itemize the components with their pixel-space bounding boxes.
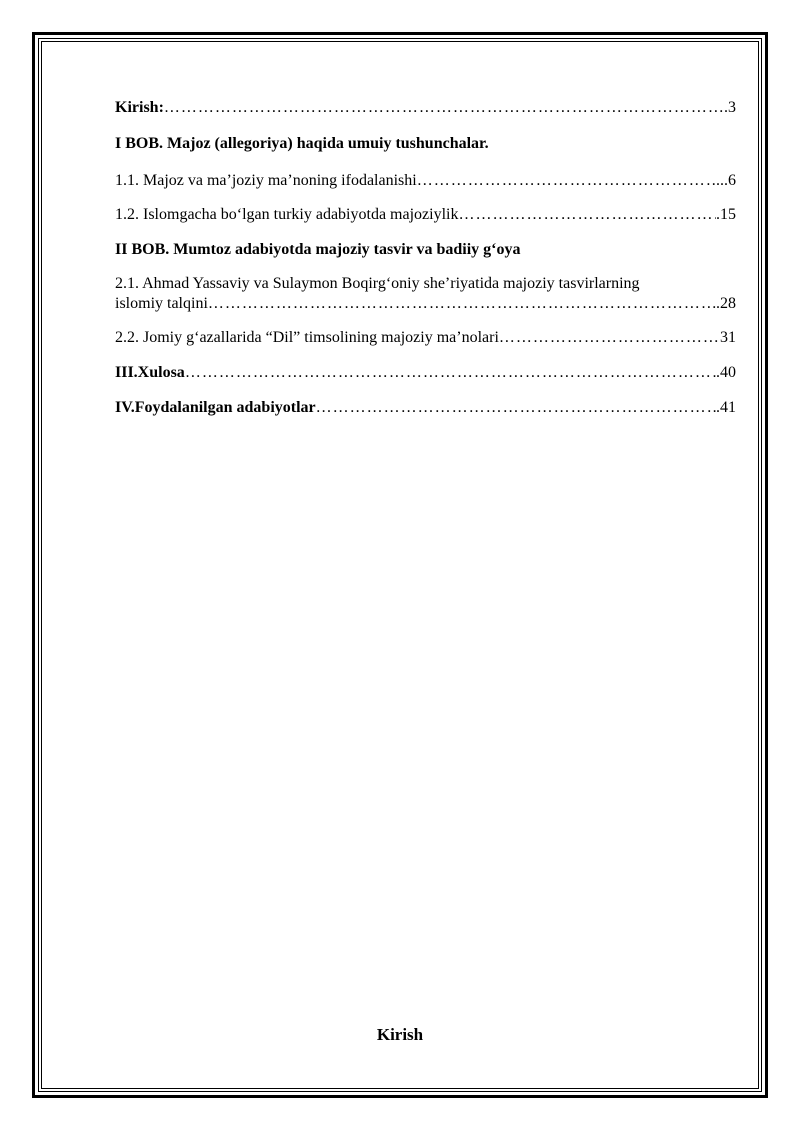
toc-entry-foydalanilgan	[115, 398, 736, 418]
toc-entry-page: ...6	[716, 172, 736, 189]
toc-entry-page: .40	[716, 364, 736, 381]
toc-leader-dots	[499, 328, 720, 348]
toc-entry-page: 31	[720, 329, 736, 346]
toc-entry-title: 1.2. Islomgacha bo‘lgan turkiy adabiyotda majoziylik	[115, 206, 459, 223]
toc-entry-page: .28	[716, 295, 736, 312]
toc-entry-title: 2.2. Jomiy g‘azallarida “Dil” timsolining majoziy ma’nolari	[115, 329, 499, 346]
toc-leader-dots	[208, 294, 716, 314]
toc-chapter-1: I BOB. Majoz (allegoriya) haqida umuiy tushunchalar.	[115, 135, 489, 152]
toc-entry-page: .3	[724, 99, 736, 116]
toc-leader-dots	[316, 398, 716, 418]
toc-entry-title: III.Xulosa	[115, 364, 185, 381]
toc-entry-2-2	[115, 328, 736, 348]
table-of-contents	[115, 96, 736, 418]
toc-entry-page: .15	[716, 206, 736, 223]
toc-entry-title: IV.Foydalanilgan adabiyotlar	[115, 399, 316, 416]
toc-entry-2-1-line1: 2.1. Ahmad Yassaviy va Sulaymon Boqirg‘oniy she’riyatida majoziy tasvirlarning	[115, 275, 640, 292]
toc-entry-title: 1.1. Majoz va ma’joziy ma’noning ifodalanishi	[115, 172, 417, 189]
toc-leader-dots	[185, 363, 716, 383]
toc-leader-dots	[164, 98, 724, 118]
toc-entry-page: .41	[716, 399, 736, 416]
toc-leader-dots	[458, 205, 716, 225]
toc-entry-title: islomiy talqini	[115, 295, 208, 312]
toc-entry-1-1	[115, 171, 736, 191]
toc-entry-title: Kirish:	[115, 99, 164, 116]
toc-entry-kirish	[115, 98, 736, 118]
toc-entry-xulosa	[115, 363, 736, 383]
next-section-title: Kirish	[376, 1025, 424, 1044]
toc-chapter-2: II BOB. Mumtoz adabiyotda majoziy tasvir va badiiy g‘oya	[115, 241, 521, 258]
toc-entry-1-2	[115, 205, 736, 225]
toc-entry-2-1	[115, 294, 736, 314]
toc-leader-dots	[417, 171, 716, 191]
